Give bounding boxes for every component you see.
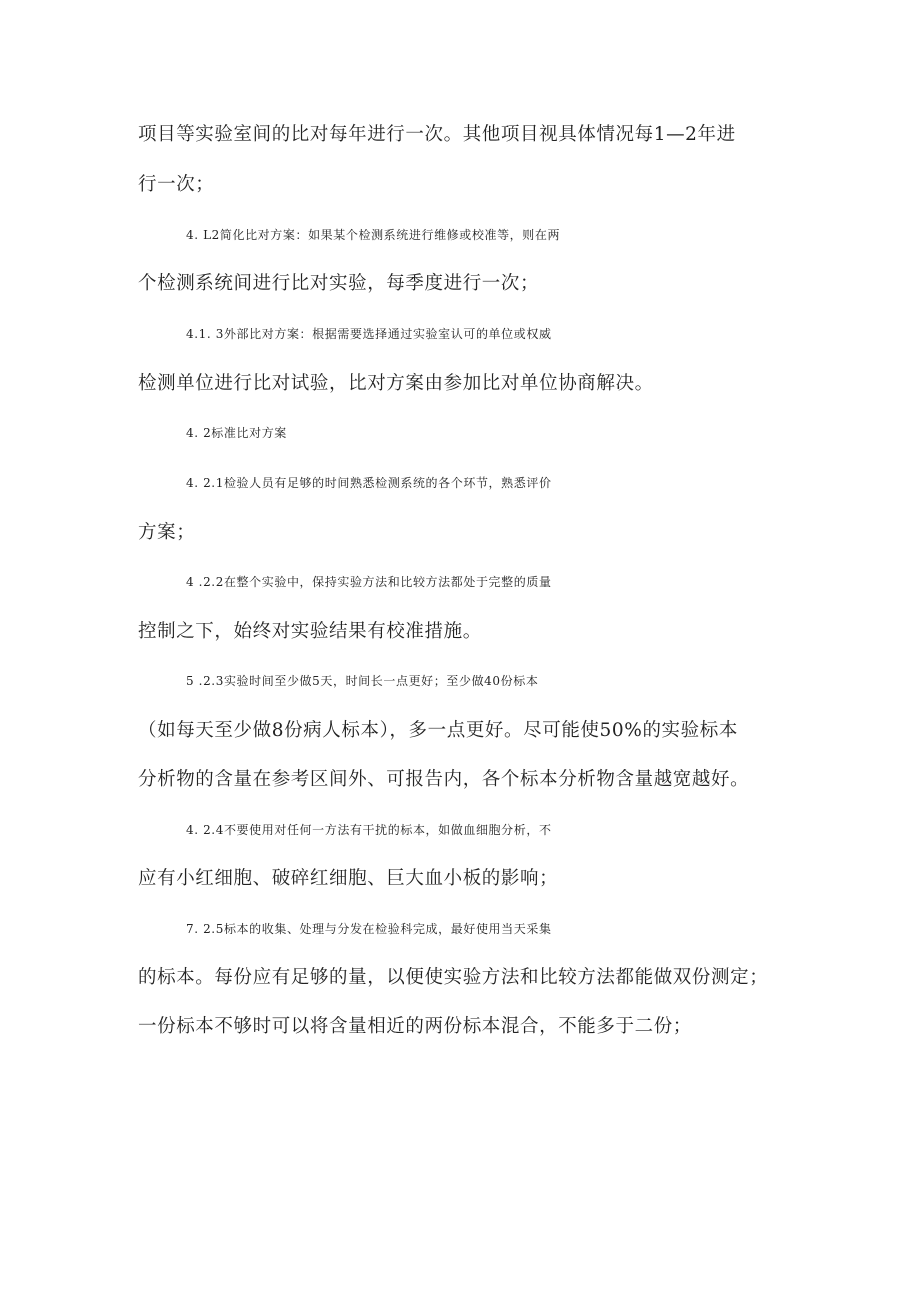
- text-line: 4. 2.4不要使用对任何一方法有干扰的标本，如做血细胞分析，不: [186, 823, 552, 837]
- text-line: 检测单位进行比对试验，比对方案由参加比对单位协商解决。: [138, 373, 654, 394]
- text-line: 4. L2简化比对方案：如果某个检测系统进行维修或校准等，则在两: [186, 228, 561, 242]
- text-line: 方案；: [138, 522, 196, 543]
- text-line: （如每天至少做8份病人标本），多一点更好。尽可能使50%的实验标本: [138, 720, 738, 741]
- text-line: 4 .2.2在整个实验中，保持实验方法和比较方法都处于完整的质量: [186, 575, 552, 589]
- text-line: 应有小红细胞、破碎红细胞、巨大血小板的影响；: [138, 868, 559, 889]
- text-line: 个检测系统间进行比对实验，每季度进行一次；: [138, 273, 540, 294]
- text-line: 的标本。每份应有足够的量，以便使实验方法和比较方法都能做双份测定；: [138, 967, 769, 988]
- section-heading: 4. 2标准比对方案: [186, 426, 287, 440]
- text-line: 5 .2.3实验时间至少做5天，时间长一点更好；至少做40份标本: [186, 674, 539, 688]
- text-line: 一份标本不够时可以将含量相近的两份标本混合，不能多于二份；: [138, 1016, 692, 1037]
- text-line: 行一次；: [138, 174, 215, 195]
- text-line: 控制之下，始终对实验结果有校准措施。: [138, 621, 482, 642]
- text-line: 4. 2.1检验人员有足够的时间熟悉检测系统的各个环节，熟悉评价: [186, 476, 552, 490]
- text-line: 7. 2.5标本的收集、处理与分发在检验科完成，最好使用当天采集: [186, 922, 552, 936]
- text-line: 项目等实验室间的比对每年进行一次。其他项目视具体情况每1—2年进: [138, 124, 736, 145]
- text-line: 分析物的含量在参考区间外、可报告内，各个标本分析物含量越宽越好。: [138, 769, 750, 790]
- text-line: 4.1. 3外部比对方案：根据需要选择通过实验室认可的单位或权威: [186, 327, 552, 341]
